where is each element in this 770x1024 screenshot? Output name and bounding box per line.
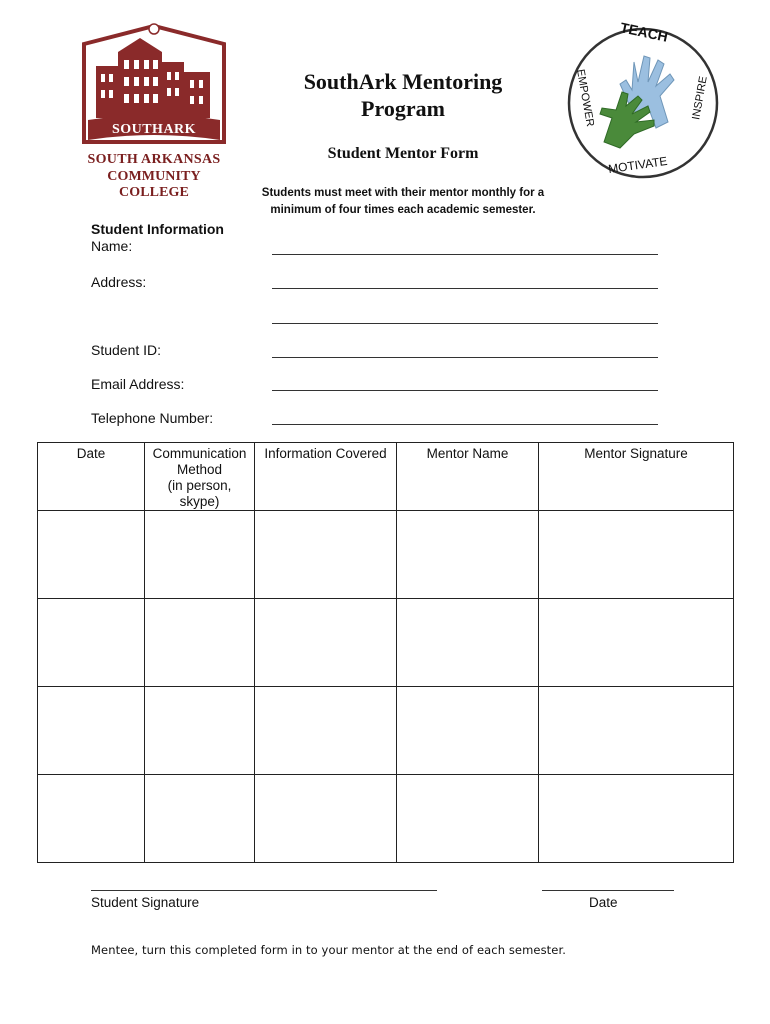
name-field[interactable]	[272, 254, 658, 255]
student-id-label: Student ID:	[91, 342, 162, 358]
column-header-information-covered: Information Covered	[255, 443, 397, 511]
information-cell[interactable]	[255, 599, 397, 687]
mentor-name-cell[interactable]	[397, 775, 539, 863]
name-label: Name:	[91, 238, 133, 254]
logo-word-empower: EMPOWER	[574, 68, 596, 128]
method-cell[interactable]	[145, 775, 255, 863]
address-label: Address:	[91, 274, 147, 290]
logo-word-inspire: INSPIRE	[690, 75, 710, 121]
email-field[interactable]	[272, 390, 658, 391]
date-cell[interactable]	[38, 599, 145, 687]
student-signature-label: Student Signature	[91, 895, 200, 910]
college-banner-text: SOUTHARK	[111, 122, 197, 137]
form-title-line1: SouthArk Mentoring	[303, 69, 503, 94]
mentor-name-cell[interactable]	[397, 599, 539, 687]
student-id-field[interactable]	[272, 357, 658, 358]
footer-instruction: Mentee, turn this completed form in to your mentor at the end of each semester.	[91, 943, 566, 957]
information-cell[interactable]	[255, 687, 397, 775]
telephone-field[interactable]	[272, 424, 658, 425]
logo-word-teach: TEACH	[618, 19, 670, 45]
mentor-signature-cell[interactable]	[539, 599, 734, 687]
table-row	[38, 687, 734, 775]
column-header-date: Date	[38, 443, 145, 511]
table-row	[38, 599, 734, 687]
column-header-mentor-name: Mentor Name	[397, 443, 539, 511]
email-label: Email Address:	[91, 376, 185, 392]
mentor-signature-cell[interactable]	[539, 511, 734, 599]
mentor-signature-cell[interactable]	[539, 687, 734, 775]
information-cell[interactable]	[255, 775, 397, 863]
address-field-line2[interactable]	[272, 323, 658, 324]
mentor-name-cell[interactable]	[397, 687, 539, 775]
column-header-mentor-signature: Mentor Signature	[539, 443, 734, 511]
information-cell[interactable]	[255, 511, 397, 599]
telephone-label: Telephone Number:	[91, 410, 214, 426]
date-cell[interactable]	[38, 511, 145, 599]
method-cell[interactable]	[145, 687, 255, 775]
student-signature-field[interactable]	[91, 890, 437, 891]
college-name-line1: SOUTH ARKANSAS	[87, 152, 221, 167]
table-row	[38, 775, 734, 863]
logo-word-motivate: MOTIVATE	[607, 153, 669, 177]
form-subtitle: Student Mentor Form	[327, 145, 479, 162]
college-logo	[80, 22, 228, 200]
mentoring-logo	[564, 19, 722, 184]
mentor-signature-cell[interactable]	[539, 775, 734, 863]
date-cell[interactable]	[38, 775, 145, 863]
meeting-notice-line2: minimum of four times each academic semester.	[270, 204, 536, 216]
form-title-line2: Program	[361, 96, 445, 121]
meeting-log-table	[37, 442, 734, 863]
mentor-name-cell[interactable]	[397, 511, 539, 599]
date-signature-field[interactable]	[542, 890, 674, 891]
college-name-line2: COMMUNITY COLLEGE	[107, 169, 201, 200]
date-cell[interactable]	[38, 687, 145, 775]
address-field-line1[interactable]	[272, 288, 658, 289]
method-cell[interactable]	[145, 511, 255, 599]
meeting-notice-line1: Students must meet with their mentor monthly for a	[261, 187, 545, 199]
table-row	[38, 511, 734, 599]
column-header-communication-method: Communication Method (in person, skype)	[145, 443, 255, 511]
method-cell[interactable]	[145, 599, 255, 687]
table-header-row	[38, 443, 734, 511]
signature-date-label: Date	[589, 895, 618, 910]
student-info-heading: Student Information	[91, 221, 224, 237]
